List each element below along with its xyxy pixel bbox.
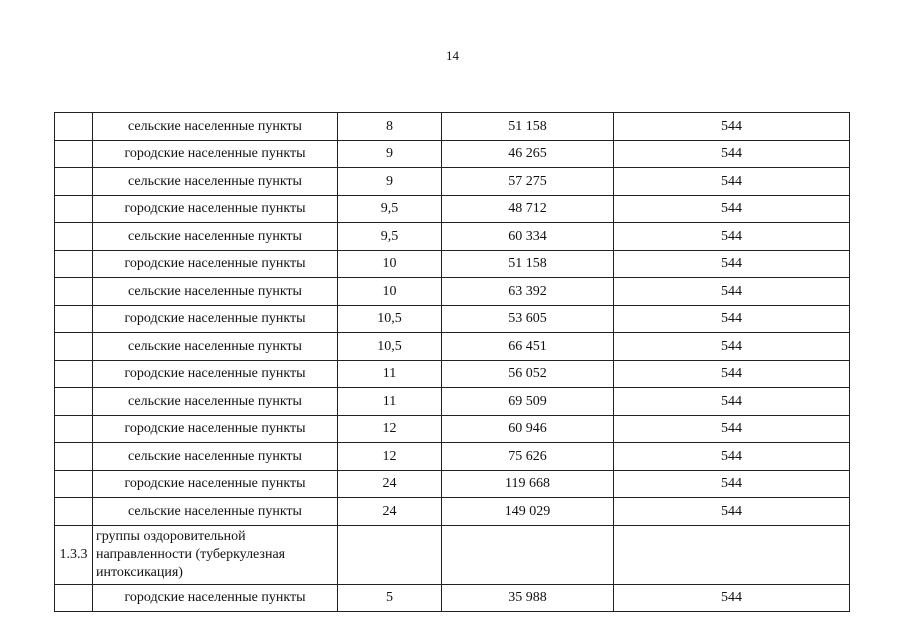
value-1-cell: 10: [338, 278, 442, 306]
table-row: [55, 195, 850, 223]
value-1-cell: 24: [338, 498, 442, 526]
table-row: [55, 470, 850, 498]
value-3-cell: 544: [614, 470, 850, 498]
row-number-cell: [55, 360, 93, 388]
row-number-cell: [55, 140, 93, 168]
value-2-cell: 51 158: [442, 250, 614, 278]
row-number-cell: [55, 168, 93, 196]
settlement-type-cell: сельские населенные пункты: [93, 168, 338, 196]
value-2-cell: 60 334: [442, 223, 614, 251]
value-1-cell: 10: [338, 250, 442, 278]
row-number-cell: [55, 415, 93, 443]
table-row: [55, 113, 850, 141]
value-3-cell: 544: [614, 113, 850, 141]
table-row: [55, 305, 850, 333]
row-number-cell: [55, 388, 93, 416]
value-3-cell: 544: [614, 415, 850, 443]
value-3-cell: 544: [614, 498, 850, 526]
value-2-cell: 35 988: [442, 584, 614, 612]
table-row: [55, 360, 850, 388]
value-1-cell: 24: [338, 470, 442, 498]
value-3-cell: 544: [614, 195, 850, 223]
row-number-cell: [55, 498, 93, 526]
table-row: [55, 498, 850, 526]
row-number-cell: [55, 195, 93, 223]
value-1-cell: 9,5: [338, 223, 442, 251]
value-1-cell: 12: [338, 415, 442, 443]
table-row: [55, 140, 850, 168]
settlement-type-cell: городские населенные пункты: [93, 195, 338, 223]
value-2-cell: 119 668: [442, 470, 614, 498]
value-1-cell: [338, 525, 442, 584]
value-3-cell: 544: [614, 168, 850, 196]
value-1-cell: 11: [338, 360, 442, 388]
row-number-cell: [55, 278, 93, 306]
settlement-type-cell: городские населенные пункты: [93, 360, 338, 388]
value-1-cell: 8: [338, 113, 442, 141]
settlement-type-cell: сельские населенные пункты: [93, 333, 338, 361]
value-3-cell: 544: [614, 305, 850, 333]
table-row: [55, 278, 850, 306]
settlement-type-cell: сельские населенные пункты: [93, 113, 338, 141]
settlement-type-cell: сельские населенные пункты: [93, 223, 338, 251]
value-2-cell: 57 275: [442, 168, 614, 196]
table-row: [55, 415, 850, 443]
row-number-cell: [55, 305, 93, 333]
value-2-cell: 69 509: [442, 388, 614, 416]
table-row: [55, 443, 850, 471]
value-3-cell: 544: [614, 333, 850, 361]
value-2-cell: 63 392: [442, 278, 614, 306]
settlement-type-cell: городские населенные пункты: [93, 584, 338, 612]
value-2-cell: 46 265: [442, 140, 614, 168]
value-2-cell: [442, 525, 614, 584]
settlement-type-cell: городские населенные пункты: [93, 470, 338, 498]
value-1-cell: 10,5: [338, 333, 442, 361]
row-number-cell: 1.3.3: [55, 525, 93, 584]
page-number: 14: [446, 48, 459, 63]
value-1-cell: 10,5: [338, 305, 442, 333]
value-2-cell: 51 158: [442, 113, 614, 141]
value-1-cell: 9,5: [338, 195, 442, 223]
value-3-cell: 544: [614, 584, 850, 612]
value-1-cell: 9: [338, 140, 442, 168]
row-number-cell: [55, 333, 93, 361]
row-number-cell: [55, 113, 93, 141]
value-3-cell: 544: [614, 388, 850, 416]
row-number-cell: [55, 250, 93, 278]
settlement-type-cell: сельские населенные пункты: [93, 498, 338, 526]
tariff-table: [54, 112, 850, 612]
value-2-cell: 60 946: [442, 415, 614, 443]
value-3-cell: 544: [614, 223, 850, 251]
table-row: [55, 525, 850, 584]
settlement-type-cell: городские населенные пункты: [93, 305, 338, 333]
settlement-type-cell: сельские населенные пункты: [93, 443, 338, 471]
settlement-type-cell: городские населенные пункты: [93, 415, 338, 443]
table-body: [55, 113, 850, 612]
value-3-cell: 544: [614, 360, 850, 388]
settlement-type-cell: сельские населенные пункты: [93, 388, 338, 416]
value-3-cell: 544: [614, 443, 850, 471]
settlement-type-cell: группы оздоровительной направленности (туберкулезная интоксикация): [93, 525, 338, 584]
value-1-cell: 12: [338, 443, 442, 471]
table-row: [55, 250, 850, 278]
value-1-cell: 9: [338, 168, 442, 196]
row-number-cell: [55, 470, 93, 498]
value-3-cell: [614, 525, 850, 584]
value-3-cell: 544: [614, 140, 850, 168]
value-3-cell: 544: [614, 278, 850, 306]
value-2-cell: 48 712: [442, 195, 614, 223]
value-3-cell: 544: [614, 250, 850, 278]
value-2-cell: 56 052: [442, 360, 614, 388]
table-row: [55, 584, 850, 612]
row-number-cell: [55, 584, 93, 612]
table-row: [55, 388, 850, 416]
settlement-type-cell: городские населенные пункты: [93, 250, 338, 278]
table-row: [55, 333, 850, 361]
value-1-cell: 11: [338, 388, 442, 416]
value-2-cell: 53 605: [442, 305, 614, 333]
row-number-cell: [55, 443, 93, 471]
settlement-type-cell: сельские населенные пункты: [93, 278, 338, 306]
value-2-cell: 149 029: [442, 498, 614, 526]
table-row: [55, 168, 850, 196]
value-2-cell: 75 626: [442, 443, 614, 471]
value-2-cell: 66 451: [442, 333, 614, 361]
table-row: [55, 223, 850, 251]
settlement-type-cell: городские населенные пункты: [93, 140, 338, 168]
row-number-cell: [55, 223, 93, 251]
value-1-cell: 5: [338, 584, 442, 612]
